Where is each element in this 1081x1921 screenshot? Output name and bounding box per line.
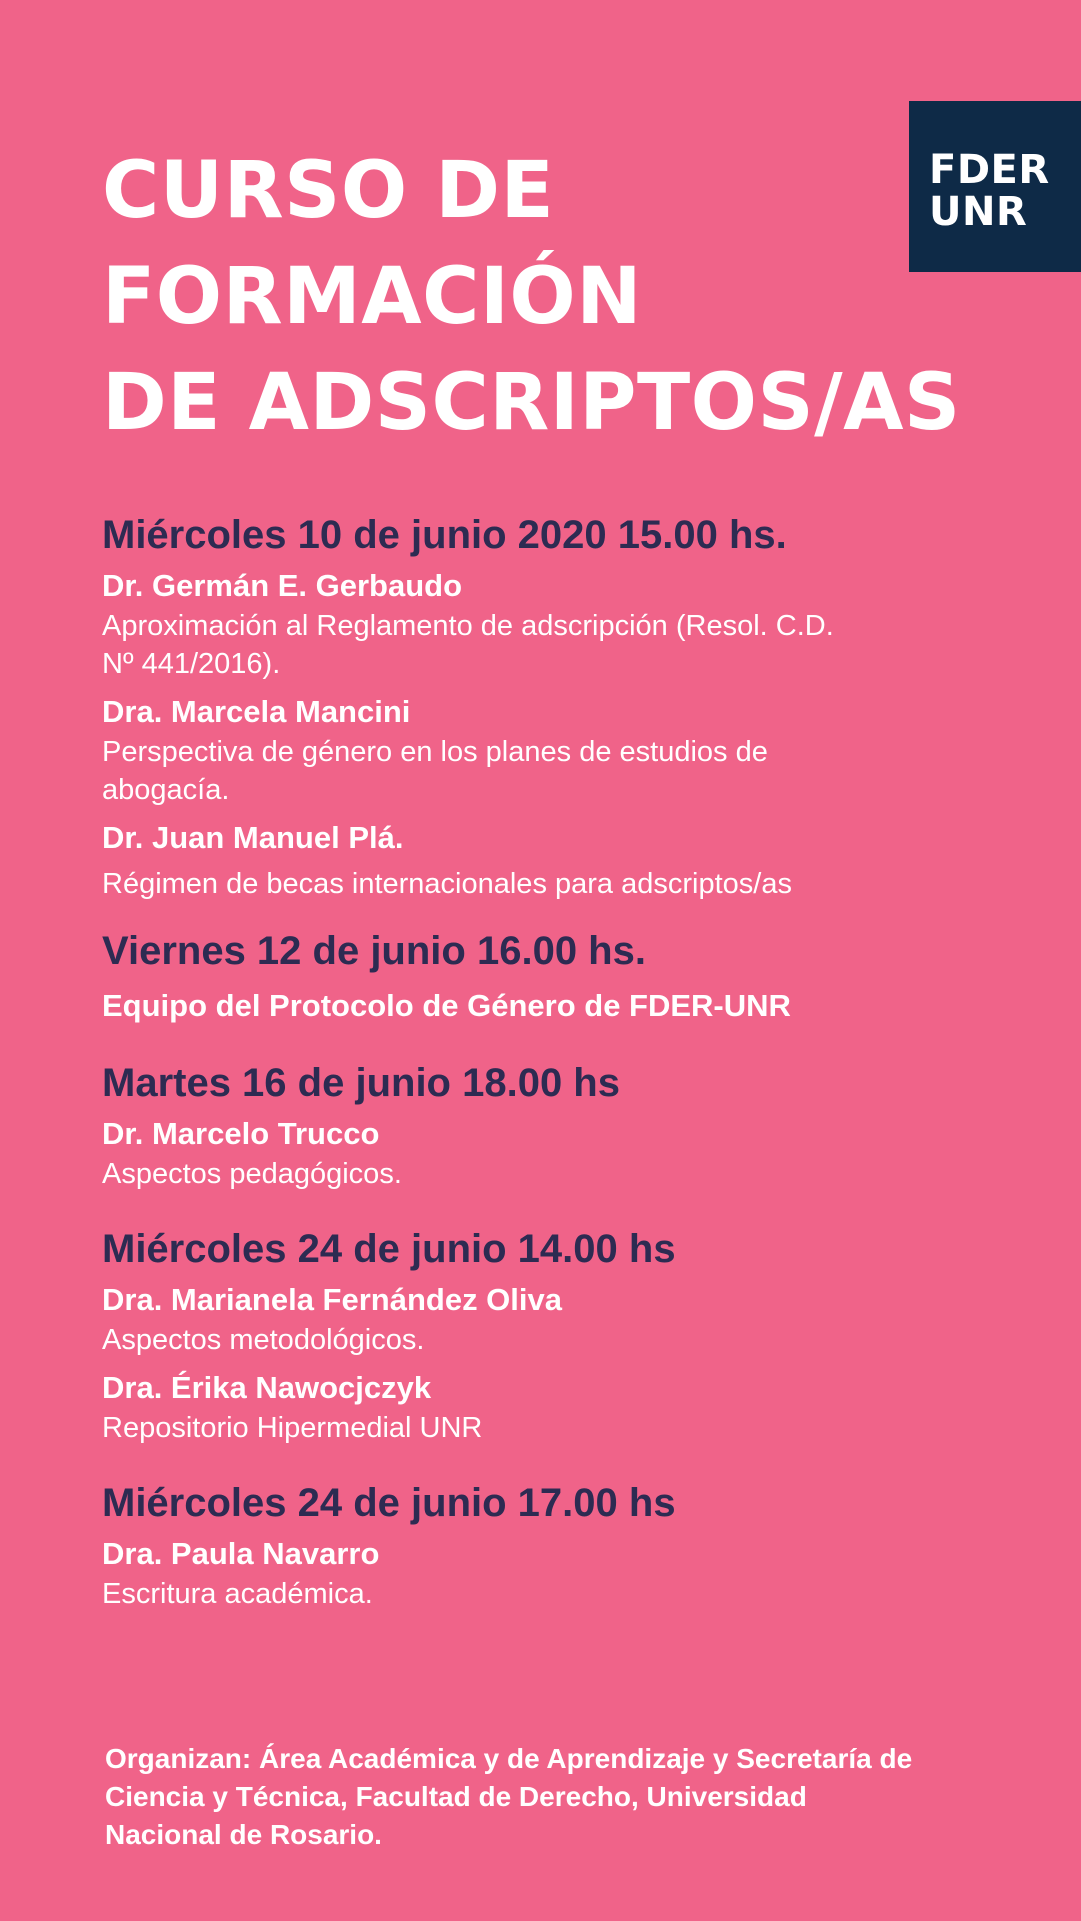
speaker-name: Dr. Marcelo Trucco: [102, 1116, 380, 1151]
speaker-name: Dr. Germán E. Gerbaudo: [102, 568, 463, 603]
speaker-name: Dra. Érika Nawocjczyk: [102, 1370, 432, 1405]
speaker-name: Dra. Paula Navarro: [102, 1536, 380, 1571]
speaker-name: Dra. Marcela Mancini: [102, 694, 411, 729]
session-date: Miércoles 10 de junio 2020 15.00 hs.: [102, 513, 787, 557]
session-5: [102, 1473, 1022, 1613]
session-1: [102, 505, 1022, 903]
organizers-line-3: Nacional de Rosario.: [105, 1819, 382, 1850]
session-date: Martes 16 de junio 18.00 hs: [102, 1061, 620, 1105]
poster-title: [102, 138, 961, 456]
talk-topic-line-2: abogacía.: [102, 774, 230, 806]
talk-topic: Escritura académica.: [102, 1578, 373, 1610]
title-line-1: CURSO DE: [102, 146, 555, 236]
session-3: [102, 1053, 1022, 1193]
talk-topic: Régimen de becas internacionales para adscriptos/as: [102, 868, 792, 900]
session-date: Miércoles 24 de junio 14.00 hs: [102, 1227, 676, 1271]
logo-line-1: FDER: [929, 147, 1050, 193]
talk-topic: [102, 607, 1022, 683]
organizers-note: [105, 1740, 1005, 1854]
speaker-name: Dra. Marianela Fernández Oliva: [102, 1282, 563, 1317]
organizers-line-1: Organizan: Área Académica y de Aprendizaje y Secretaría de: [105, 1743, 913, 1774]
title-line-2: FORMACIÓN: [102, 252, 642, 342]
talk-topic: [102, 733, 1022, 809]
session-2: [102, 921, 1022, 1027]
talk-topic: Aspectos pedagógicos.: [102, 1158, 402, 1190]
title-line-3: DE ADSCRIPTOS/AS: [102, 358, 961, 448]
talk-topic-line-1: Aproximación al Reglamento de adscripción (Resol. C.D.: [102, 610, 834, 642]
organizers-line-2: Ciencia y Técnica, Facultad de Derecho, Universidad: [105, 1781, 807, 1812]
talk-topic-line-1: Perspectiva de género en los planes de estudios de: [102, 736, 768, 768]
session-date: Viernes 12 de junio 16.00 hs.: [102, 929, 646, 973]
course-agenda: [102, 505, 1022, 1613]
speaker-name: Equipo del Protocolo de Género de FDER-UNR: [102, 988, 791, 1023]
talk-topic: Repositorio Hipermedial UNR: [102, 1412, 483, 1444]
talk-topic-line-2: Nº 441/2016).: [102, 648, 281, 680]
session-date: Miércoles 24 de junio 17.00 hs: [102, 1481, 676, 1525]
session-4: [102, 1219, 1022, 1447]
speaker-name: Dr. Juan Manuel Plá.: [102, 820, 404, 855]
talk-topic: Aspectos metodológicos.: [102, 1324, 425, 1356]
logo-line-2: UNR: [929, 189, 1028, 235]
